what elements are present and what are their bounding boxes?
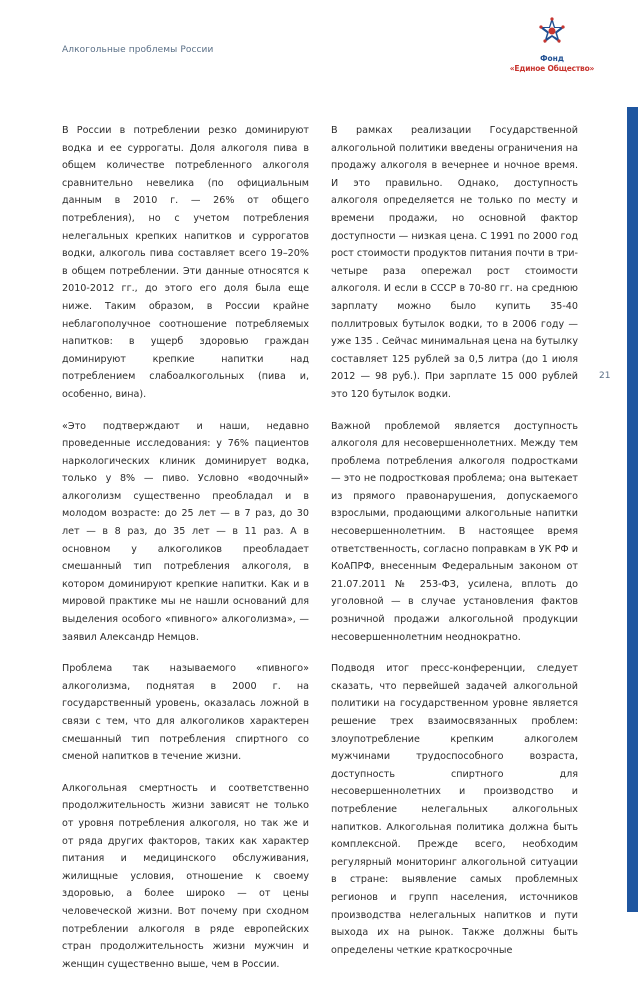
page-header-title: Алкогольные проблемы России — [62, 45, 214, 55]
logo-foundation-name: «Единое Общество» — [509, 64, 595, 73]
page-edge-accent-bar — [627, 107, 638, 912]
star-emblem-icon — [539, 16, 565, 50]
logo-foundation-label: Фонд — [540, 54, 564, 63]
paragraph: «Это подтверждают и наши, недавно проведенные исследования: у 76% пациентов наркологических клиник доминирует водка, только у 8% — пиво. Условно «водочный» алкоголизм существенно преобладал и в молодом возрасте: до 25 лет — в 7 раз, до 30 лет — в 8 раз, до 35 лет — в 11 раз. А в основном у алкоголиков преобладает смешанный тип потребления алкоголя, в котором доминируют крепкие напитки. Как и в мировой практике мы не нашли оснований для выделения особого «пивного» алкоголизма», — заявил Александр Немцов. — [62, 420, 309, 643]
paragraph: Алкогольная смертность и соответственно продолжительность жизни зависят не только от уровня потребления алкоголя, но так же и от ряда других факторов, таких как характер питания и медицинского обслуживания, жилищные условия, отношение к своему здоровью, а более широко — от цены человеческой жизни. Вот почему при сходном потреблении алкоголя в ряде европейских стран продолжительность жизни мужчин и женщин существенно выше, чем в России. — [62, 782, 309, 970]
paragraph: В рамках реализации Государственной алкогольной политики введены ограничения на продажу алкоголя в вечернее и ночное время. И это правильно. Однако, доступность алкоголя определяется не только по месту и времени продажи, но основной фактор доступности — низкая цена. С 1991 по 2000 год рост стоимости продуктов питания почти в три-четыре раза опережал рост стоимости алкоголя. И если в СССР в 70-80 гг. на среднюю зарплату можно было купить 35-40 поллитровых бутылок водки, то в 2006 году — уже 135 . Сейчас минимальная цена на бутылку составляет 125 рублей за 0,5 литра (до 1 июля 2012 — 98 руб.). При зарплате 15 000 рублей это 120 бутылок водки. — [331, 125, 578, 400]
paragraph: В России в потреблении резко доминируют водка и ее суррогаты. Доля алкоголя пива в общем количестве потребленного алкоголя сравнительно невелика (по официальным данным в 2010 г. — 26% от общего потребления), но с учетом потребления нелегальных крепких напитков и суррогатов водки, алкоголь пива составляет всего 19–20% в общем потреблении. Эти данные относятся к 2010-2012 гг., до этого его доля была еще ниже. Таким образом, в России крайне неблагополучное соотношение потребляемых напитков: в ущерб здоровью граждан доминируют крепкие напитки над потреблением слабоалкогольных (пива и, особенно, вина). — [62, 125, 309, 400]
left-text-column — [62, 122, 309, 987]
right-text-column — [331, 122, 578, 973]
paragraph: Подводя итог пресс-конференции, следует сказать, что первейшей задачей алкогольной политики на государственном уровне является решение трех взаимосвязанных проблем: злоупотребление крепким алкоголем мужчинами трудоспособного возраста, доступность спиртного для несовершеннолетних и производство и потребление нелегальных алкогольных напитков. Алкогольная политика должна быть комплексной. Прежде всего, необходим регулярный мониторинг алкогольной ситуации в стране: выявление самых проблемных регионов и групп населения, источников производства нелегальных напитков и пути выхода их на рынок. Также должны быть определены четкие краткосрочные — [331, 663, 578, 956]
foundation-logo — [502, 16, 602, 76]
page-number: 21 — [599, 371, 611, 381]
paragraph: Важной проблемой является доступность алкоголя для несовершеннолетних. Между тем проблема потребления алкоголя подростками — это не подростковая проблема; она вытекает из прямого правонарушения, допускаемого взрослыми, продающими алкогольные напитки несовершеннолетним. В настоящее время ответственность, согласно поправкам в УК РФ и КоАПРФ, внесенным Федеральным законом от 21.07.2011 № 253-ФЗ, усилена, вплоть до уголовной — в случае установления фактов розничной продажи алкогольной продукции несовершеннолетним неоднократно. — [331, 420, 578, 643]
paragraph: Проблема так называемого «пивного» алкоголизма, поднятая в 2000 г. на государственный уровень, оказалась ложной в связи с тем, что для алкоголиков характерен смешанный тип потребления спиртного со сменой напитков в течение жизни. — [62, 663, 309, 763]
